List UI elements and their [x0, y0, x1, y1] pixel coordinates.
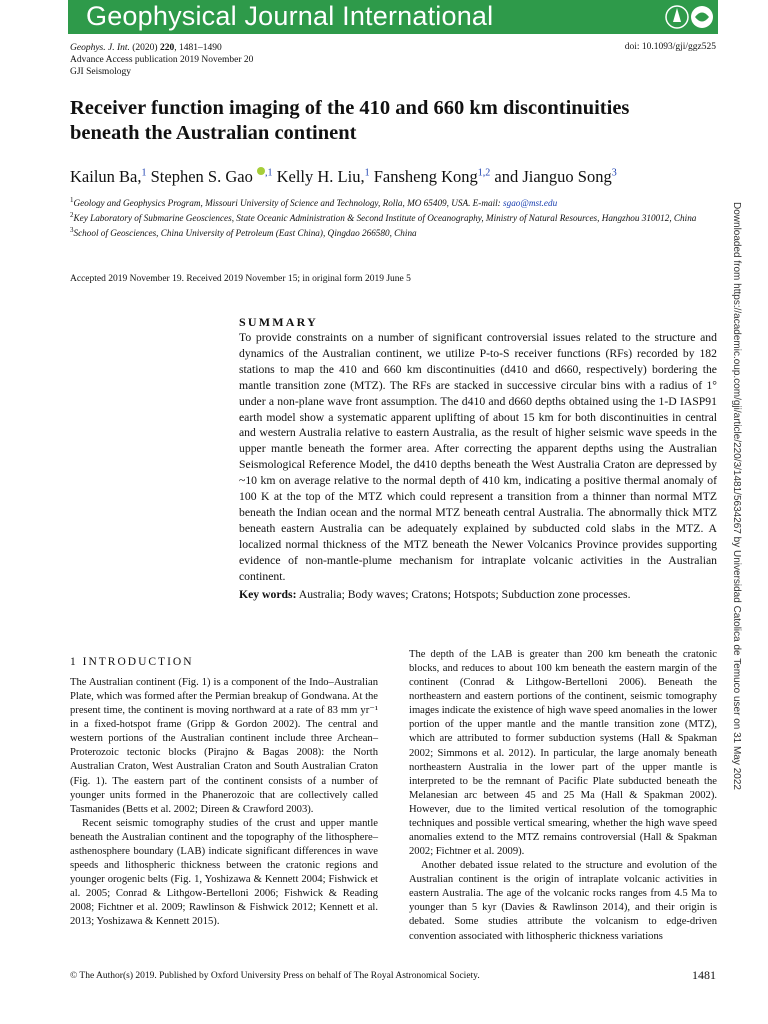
author-affil-ref[interactable]: 3 [611, 167, 617, 179]
intro-paragraph-1: The Australian continent (Fig. 1) is a component of the Indo–Australian Plate, which was formed after the Permian breakup of Gondwana. At the present time, the continent is moving northward at a rate of 83 mm yr⁻¹ in a fixed-hotspot frame (Gripp & Gordon 2002). The central and western portions of the Australian continent include three Archean–Proterozoic tectonic blocks (Pirajno & Bagas 2008): the North Australian Craton, West Australian Craton and South Australian Craton (Fig. 1). The eastern part of the continent consists of a number of younger units formed in the Phanerozoic that are collectively called Tasmanides (Betts et al. 2002; Direen & Crawford 2003). [70, 677, 379, 815]
author-name: and Jianguo Song [494, 167, 612, 186]
citation-year: (2020) [132, 43, 158, 53]
author-name: Stephen S. Gao [150, 167, 253, 186]
author-affil-ref[interactable]: 1 [141, 167, 147, 179]
keywords-label: Key words: [239, 588, 297, 601]
download-sidebar [731, 202, 748, 824]
citation-line [70, 42, 253, 54]
doi[interactable]: doi: 10.1093/gji/ggz525 [624, 42, 716, 52]
affiliations [70, 194, 710, 239]
author-name: Kelly H. Liu, [276, 167, 365, 186]
accepted-dates: Accepted 2019 November 19. Received 2019 November 15; in original form 2019 June 5 [70, 274, 411, 284]
author-affil-ref[interactable]: 1 [364, 167, 370, 179]
affiliation-number: 2 [70, 211, 74, 220]
advance-access: Advance Access publication 2019 November 20 [70, 55, 254, 65]
column-left [70, 676, 378, 929]
intro-paragraph-3: The depth of the LAB is greater than 200 km beneath the cratonic blocks, and reduces to about 100 km beneath the eastern margin of the continent (Conrad & Lithgow-Bertelloni 2006). Beneath the northeastern and eastern portions of the continent, seismic tomography images indicate the existence of high wave speed anomalies in the lower portion of the upper mantle and the mantle transition zone (MTZ), which are attributed to former subduction systems (Hall & Spakman 2002; Simmons et al. 2012). In particular, the large anomaly beneath northeastern Australia in the lower part of the upper mantle is interpreted to be the remnant of Pacific Plate subducted beneath the Melanesian arc between 45 and 25 Ma (Hall & Spakman 2002). However, due to the limited vertical resolution of the tomographic techniques and possible vertical smearing, whether the high wave speed anomalies extend to the MTZ remains controversial (Hall & Spakman 2002; Fichtner et al. 2009). [409, 649, 717, 858]
affiliation-3 [70, 224, 710, 239]
column-right [409, 648, 717, 944]
affiliation-number: 1 [70, 196, 74, 204]
copyright-footer: © The Author(s) 2019. Published by Oxford University Press on behalf of The Royal Astronomical Society. [70, 971, 480, 981]
journal-title: Geophysical Journal International [86, 1, 494, 31]
download-note: Downloaded from https://academic.oup.com/gji/article/220/3/1481/5634267 by Universidad Catolica de Temuco user on 31 May 2022 [731, 202, 742, 790]
affiliation-1 [70, 194, 710, 209]
author-affil-ref[interactable]: ,1 [264, 167, 273, 179]
keywords-list: Australia; Body waves; Cratons; Hotspots; Subduction zone processes. [298, 588, 631, 601]
author-name: Kailun Ba, [70, 167, 142, 186]
author-email-link[interactable]: sgao@mst.edu [503, 198, 558, 209]
article-section: GJI Seismology [70, 67, 131, 77]
author-list [70, 167, 617, 187]
citation-volume: 220 [159, 43, 175, 53]
citation-block [70, 42, 253, 78]
affiliation-text: Key Laboratory of Submarine Geosciences, State Oceanic Administration & Second Institute of Oceanography, Ministry of Natural Resources, Hangzhou 310012, China [73, 213, 697, 224]
intro-paragraph-2: Recent seismic tomography studies of the crust and upper mantle beneath the Australian continent and the topography of the lithosphere–asthenosphere boundary (LAB) indicate significant differences in wave speeds and lithospheric thickness between the cratonic regions and younger orogenic belts (Fig. 1, Yoshizawa & Kennett 2004; Fishwick et al. 2005; Conrad & Lithgow-Bertelloni 2006; Fishwick & Reading 2008; Fichtner et al. 2009; Rawlinson & Fishwick 2012; Kennett et al. 2013; Yoshizawa & Kennett 2015). [70, 817, 378, 928]
section-heading-introduction: 1 INTRODUCTION [70, 656, 194, 668]
page-number: 1481 [692, 968, 716, 982]
affiliation-text: Geology and Geophysics Program, Missouri University of Science and Technology, Rolla, MO 65409, USA. E-mail: [73, 198, 504, 209]
summary-heading: SUMMARY [239, 315, 318, 329]
summary-text: To provide constraints on a number of significant controversial issues related to the structure and dynamics of the Australian continent, we utilize P-to-S receiver functions (RFs) recorded by 182 stations to map the 410 and 660 km discontinuities (d410 and d660, respectively) bordering the mantle transition zone (MTZ). The RFs are stacked in successive circular bins with a radius of 1° under a non-plane wave front assumption. The d410 and d660 depths obtained using the 1-D IASP91 earth model show a systematic apparent uplifting of about 15 km for both discontinuities in central and western Australia relative to eastern Australia, as the result of higher seismic wave speeds in the upper mantle beneath the former area. After correcting the apparent depths using the Australian Seismological Reference Model, the d410 depths beneath the West Australia Craton are depressed by ~10 km on average relative to the normal depth of 410 km, indicating a positive thermal anomaly of 100 K at the top of the MTZ which could represent a transition from a thinner than normal MTZ beneath the Indian ocean and the normal MTZ beneath central Australia. The abnormally thick MTZ beneath eastern Australia can be adequately explained by subducted cold slabs in the MTZ. A localized normal thickness of the MTZ beneath the Newer Volcanics Province provides supporting evidence of non-mantle-plume mechanism for intraplate volcanic activities in the Australian continent. [239, 331, 717, 583]
article-title: Receiver function imaging of the 410 and 660 km discontinuities beneath the Australian continent [70, 97, 630, 144]
author-name: Fansheng Kong [373, 167, 478, 186]
author-affil-ref[interactable]: 1,2 [477, 167, 491, 179]
keywords [239, 588, 717, 601]
journal-logo-icon [664, 2, 714, 32]
affiliation-2 [70, 209, 710, 224]
affiliation-text: School of Geosciences, China University of Petroleum (East China), Qingdao 266580, China [73, 228, 417, 239]
citation-journal: Geophys. J. Int. [70, 43, 130, 53]
affiliation-number: 3 [70, 226, 74, 235]
orcid-icon[interactable] [257, 167, 265, 175]
intro-paragraph-4: Another debated issue related to the structure and evolution of the Australian continent is the origin of intraplate volcanic activities in eastern Australia. The age of the volcanic rocks ranges from 4.5 Ma to younger than 5 kyr (Davies & Rawlinson 2014), and their origin is debated. Some studies attribute the volcanism to edge-driven convention associated with lithospheric thickness variations [409, 860, 717, 942]
citation-pages: , 1481–1490 [174, 43, 222, 53]
journal-banner [68, 0, 718, 34]
